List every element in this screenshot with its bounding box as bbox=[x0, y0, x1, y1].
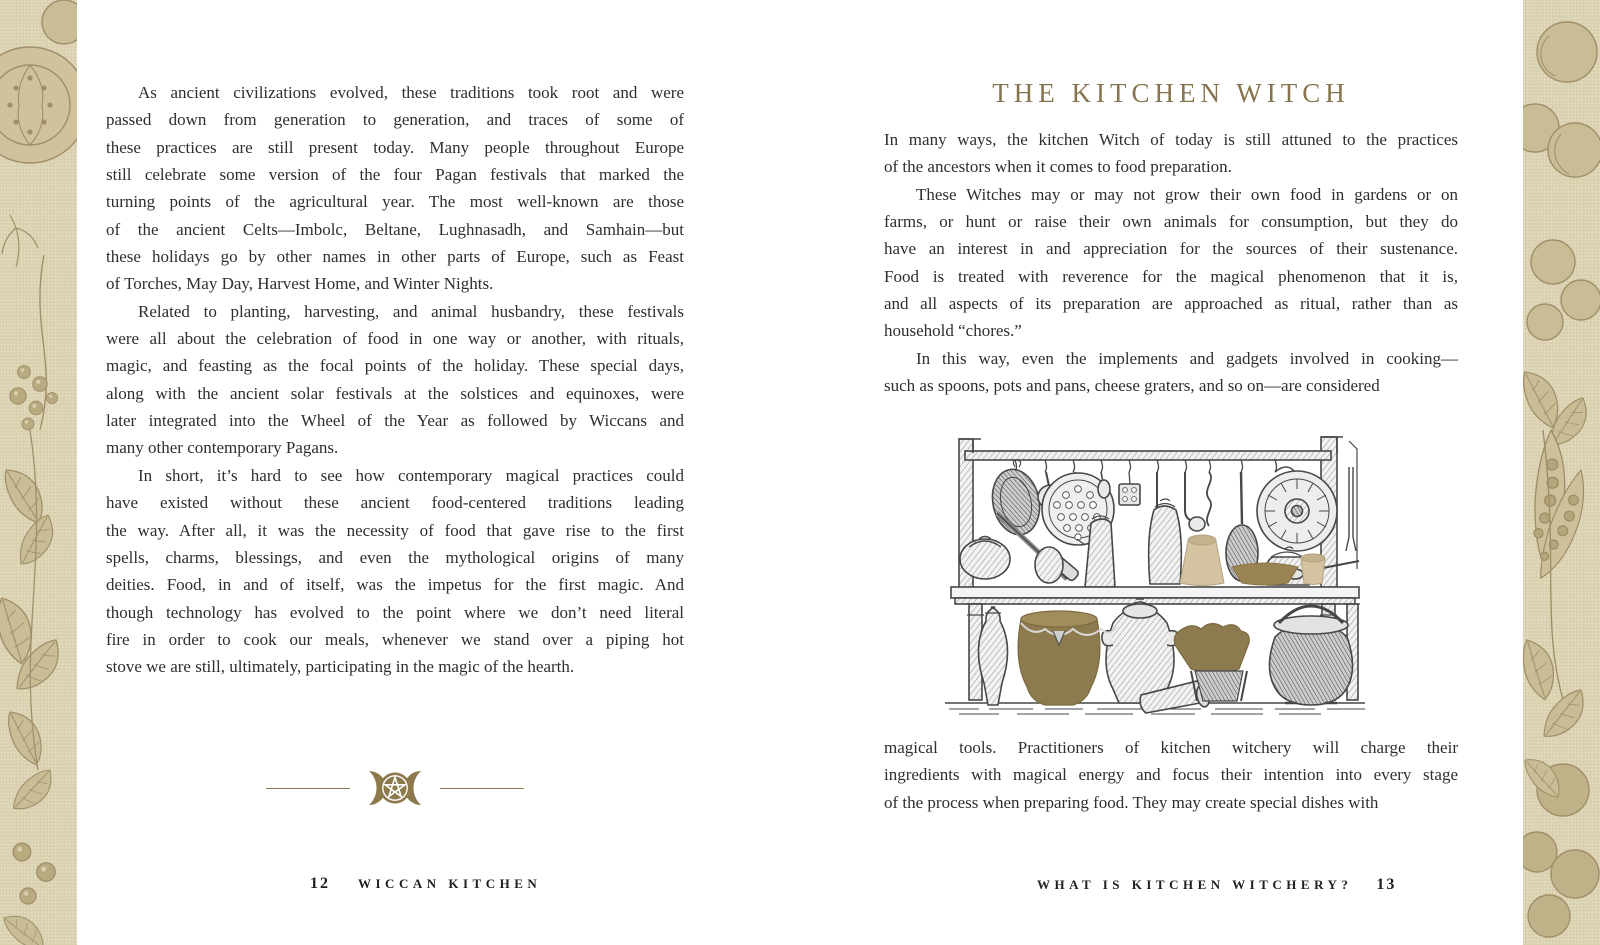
botanical-border-left bbox=[0, 0, 77, 945]
paragraph bbox=[884, 126, 1458, 181]
chapter-heading: THE KITCHEN WITCH bbox=[992, 78, 1350, 108]
text-line: these practices are still present today. Many people throughout Europe bbox=[106, 137, 684, 157]
text-line: of Torches, May Day, Harvest Home, and Winter Nights. bbox=[106, 274, 494, 294]
text-line: many other contemporary Pagans. bbox=[106, 438, 339, 458]
text-line: farms, or hunt or raise their own animals for consumption, but they do bbox=[884, 212, 1458, 232]
text-line: were all about the celebration of food in one way or another, with rituals, bbox=[106, 329, 684, 349]
text-line: In short, it’s hard to see how contemporary magical practices could bbox=[138, 465, 684, 485]
divider-line-right bbox=[440, 788, 524, 789]
text-line: later integrated into the Wheel of the Year as followed by Wiccans and bbox=[106, 411, 684, 431]
text-line: of the ancient Celts—Imbolc, Beltane, Lughnasadh, and Samhain—but bbox=[106, 219, 684, 239]
text-line: along with the ancient solar festivals at the solstices and equinoxes, were bbox=[106, 383, 684, 403]
text-line: such as spoons, pots and pans, cheese graters, and so on—are considered bbox=[884, 376, 1380, 396]
text-line: these holidays go by other names in other parts of Europe, such as Feast bbox=[106, 247, 684, 267]
right-page-text-lower bbox=[884, 734, 1458, 816]
page-number: 13 bbox=[1376, 876, 1397, 893]
divider-line-left bbox=[266, 788, 350, 789]
right-page-footer bbox=[1037, 876, 1396, 894]
text-line: passed down from generation to generation, and traces of some of bbox=[106, 110, 684, 130]
text-line: household “chores.” bbox=[884, 321, 1022, 341]
text-line: of the ancestors when it comes to food preparation. bbox=[884, 157, 1232, 177]
triple-moon-pentacle-icon bbox=[353, 768, 437, 808]
text-line: and all aspects of its preparation are approached as ritual, rather than as bbox=[884, 294, 1458, 314]
text-line: fire in order to cook our meals, whenever we stand over a piping hot bbox=[106, 629, 684, 649]
left-page-text bbox=[106, 79, 684, 681]
paragraph bbox=[884, 345, 1458, 400]
text-line: of the process when preparing food. They may create special dishes with bbox=[884, 792, 1379, 812]
kitchen-utensils-engraving bbox=[945, 427, 1365, 717]
text-line: though technology has evolved to the point where we don’t need literal bbox=[106, 602, 684, 622]
text-line: In many ways, the kitchen Witch of today is still attuned to the practices bbox=[884, 130, 1458, 149]
section-divider bbox=[106, 768, 684, 808]
text-line: turning points of the agricultural year. The most well-known are those bbox=[106, 192, 684, 212]
text-line: magic, and feasting as the focal points of the holiday. These special days, bbox=[106, 356, 684, 376]
text-line: spells, charms, blessings, and even the mythological origins of many bbox=[106, 547, 684, 567]
text-line: These Witches may or may not grow their own food in gardens or on bbox=[916, 184, 1458, 204]
page-number: 12 bbox=[310, 875, 330, 892]
paragraph bbox=[884, 734, 1458, 816]
text-line: have existed without these ancient food-centered traditions leading bbox=[106, 493, 684, 513]
text-line: the way. After all, it was the necessity of food that gave rise to the first bbox=[106, 520, 684, 540]
text-line: still celebrate some version of the four Pagan festivals that marked the bbox=[106, 165, 684, 185]
left-page-footer bbox=[310, 875, 541, 893]
text-line: Related to planting, harvesting, and animal husbandry, these festivals bbox=[138, 301, 684, 321]
right-page-text-upper bbox=[884, 126, 1458, 399]
paragraph bbox=[106, 298, 684, 462]
text-line: have an interest in and appreciation for the sources of their sustenance. bbox=[884, 239, 1458, 259]
text-line: stove we are still, ultimately, participating in the magic of the hearth. bbox=[106, 657, 575, 677]
text-line: As ancient civilizations evolved, these traditions took root and were bbox=[138, 83, 684, 102]
running-head: WICCAN KITCHEN bbox=[358, 876, 542, 891]
botanical-border-right bbox=[1523, 0, 1600, 945]
text-line: In this way, even the implements and gadgets involved in cooking— bbox=[916, 348, 1458, 368]
text-line: deities. Food, in and of itself, was the impetus for the first magic. And bbox=[106, 575, 684, 595]
text-line: magical tools. Practitioners of kitchen witchery will charge their bbox=[884, 738, 1458, 757]
paragraph bbox=[106, 462, 684, 681]
paragraph bbox=[884, 181, 1458, 345]
text-line: Food is treated with reverence for the magical phenomenon that it is, bbox=[884, 266, 1458, 286]
text-line: ingredients with magical energy and focus their intention into every stage bbox=[884, 765, 1458, 785]
running-head: WHAT IS KITCHEN WITCHERY? bbox=[1037, 877, 1353, 892]
paragraph bbox=[106, 79, 684, 298]
